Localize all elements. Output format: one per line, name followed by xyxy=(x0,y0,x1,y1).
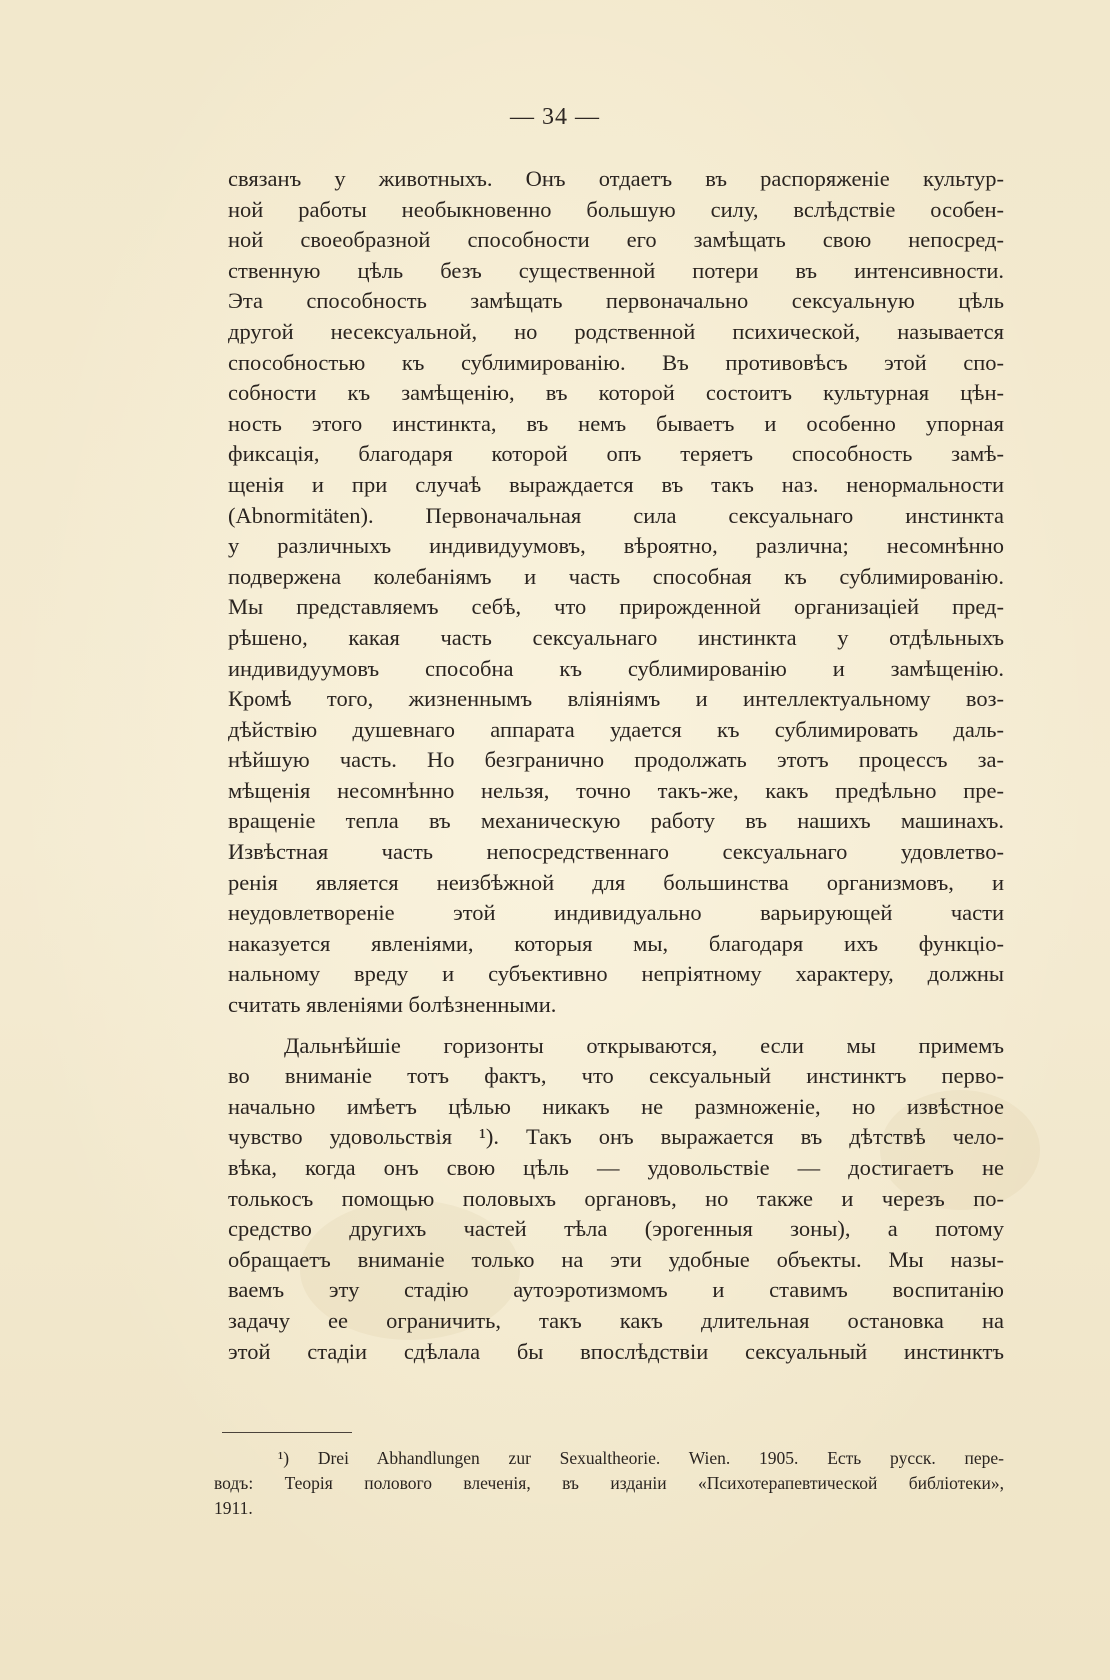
text-line: этой стадіи сдѣлала бы впослѣдствіи сексуальный инстинктъ xyxy=(228,1338,1004,1364)
text-line: толькосъ помощью половыхъ органовъ, но также и черезъ по- xyxy=(228,1185,1004,1211)
text-line: задачу ее ограничить, такъ какъ длительная остановка на xyxy=(228,1307,1004,1333)
footnote-line: водъ: Теорія полового влеченія, въ изданіи «Психотерапевтической библіотеки», xyxy=(214,1473,1004,1493)
text-line: дѣйствію душевнаго аппарата удается къ сублимировать даль- xyxy=(228,716,1004,742)
text-line: обращаетъ вниманіе только на эти удобные объекты. Мы назы- xyxy=(228,1246,1004,1272)
text-line: подвержена колебаніямъ и часть способная къ сублимированію. xyxy=(228,563,1004,589)
text-line: Эта способность замѣщать первоначально сексуальную цѣль xyxy=(228,288,1004,314)
text-line: нальному вреду и субъективно непріятному характеру, должны xyxy=(228,961,1004,987)
text-line: ность этого инстинкта, въ немъ бываетъ и особенно упорная xyxy=(228,410,1004,436)
text-line: рѣшено, какая часть сексуальнаго инстинкта у отдѣльныхъ xyxy=(228,624,1004,650)
footnote-line: 1911. xyxy=(214,1498,253,1518)
text-line: способностью къ сублимированію. Въ противовѣсъ этой спо- xyxy=(228,349,1004,375)
text-line: считать явленіями болѣзненными. xyxy=(228,992,557,1018)
paragraph-gap xyxy=(228,1021,1004,1031)
footnote-separator xyxy=(222,1432,352,1433)
text-line: ренія является неизбѣжной для большинства организмовъ, и xyxy=(228,869,1004,895)
paragraph xyxy=(228,164,1004,1021)
text-line: ваемъ эту стадію аутоэротизмомъ и ставимъ воспитанію xyxy=(228,1277,1004,1303)
text-line: средство другихъ частей тѣла (эрогенныя зоны), а потому xyxy=(228,1216,1004,1242)
text-line: ственную цѣль безъ существенной потери въ интенсивности. xyxy=(228,257,1004,283)
text-line: Кромѣ того, жизненнымъ вліяніямъ и интеллектуальному воз- xyxy=(228,686,1004,712)
footnote-line: ¹) Drei Abhandlungen zur Sexualtheorie. Wien. 1905. Есть русск. пере- xyxy=(278,1448,1004,1468)
text-line: Мы представляемъ себѣ, что прирожденной организаціей пред- xyxy=(228,594,1004,620)
text-line: ной работы необыкновенно большую силу, вслѣдствіе особен- xyxy=(228,196,1004,222)
text-line: фиксація, благодаря которой опъ теряетъ способность замѣ- xyxy=(228,441,1004,467)
text-line: связанъ у животныхъ. Онъ отдаетъ въ распоряженіе культур- xyxy=(228,166,1004,191)
text-line: ной своеобразной способности его замѣщать свою непосред- xyxy=(228,227,1004,253)
text-line: чувство удовольствія ¹). Такъ онъ выражается въ дѣтствѣ чело- xyxy=(228,1124,1004,1150)
text-line: другой несексуальной, но родственной психической, называется xyxy=(228,318,1004,344)
text-line: вѣка, когда онъ свою цѣль — удовольствіе — достигаетъ не xyxy=(228,1155,1004,1180)
text-line: (Abnormitäten). Первоначальная сила сексуальнаго инстинкта xyxy=(228,502,1004,528)
text-line: наказуется явленіями, которыя мы, благодаря ихъ функціо- xyxy=(228,930,1004,956)
text-line: вращеніе тепла въ механическую работу въ нашихъ машинахъ. xyxy=(228,808,1004,834)
text-line: начально имѣетъ цѣлью никакъ не размноженіе, но извѣстное xyxy=(228,1093,1004,1119)
text-line: у различныхъ индивидуумовъ, вѣроятно, различна; несомнѣнно xyxy=(228,533,1004,559)
paragraph xyxy=(228,1031,1004,1368)
text-line: нѣйшую часть. Но безгранично продолжать этотъ процессъ за- xyxy=(228,747,1004,773)
text-line: Дальнѣйшіе горизонты открываются, если мы примемъ xyxy=(284,1032,1004,1058)
text-line: неудовлетвореніе этой индивидуально варьирующей части xyxy=(228,900,1004,926)
body-text xyxy=(228,164,1004,1367)
text-line: мѣщенія несомнѣнно нельзя, точно такъ-же, какъ предѣльно пре- xyxy=(228,777,1004,803)
text-line: Извѣстная часть непосредственнаго сексуальнаго удовлетво- xyxy=(228,839,1004,865)
text-line: индивидуумовъ способна къ сублимированію и замѣщенію. xyxy=(228,655,1004,681)
footnote xyxy=(214,1446,1004,1521)
page-number: — 34 — xyxy=(510,104,600,130)
text-line: во вниманіе тотъ фактъ, что сексуальный инстинктъ перво- xyxy=(228,1063,1004,1089)
text-line: щенія и при случаѣ выраждается въ такъ наз. ненормальности xyxy=(228,471,1004,497)
text-line: собности къ замѣщенію, въ которой состоитъ культурная цѣн- xyxy=(228,380,1004,406)
